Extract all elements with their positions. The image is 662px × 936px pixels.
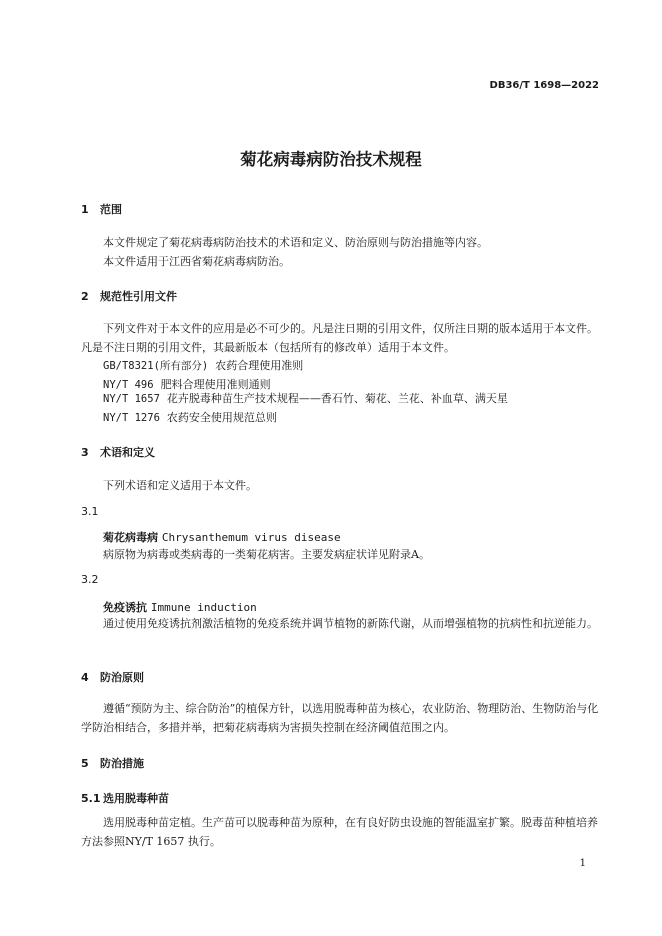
section-heading <box>81 755 144 771</box>
section-number: 1 <box>81 203 89 216</box>
term-number: 3.2 <box>81 573 99 586</box>
section-number: 3 <box>81 446 89 459</box>
section-heading <box>81 669 144 685</box>
term-number: 3.1 <box>81 505 99 518</box>
page-number: 1 <box>579 858 586 869</box>
section-title: 防治原则 <box>100 671 144 684</box>
subsection-number: 5.1 <box>81 792 101 805</box>
section-title: 术语和定义 <box>100 446 155 459</box>
term-entry <box>103 529 341 545</box>
term-english: Chrysanthemum virus disease <box>161 531 341 544</box>
term-definition: 通过使用免疫诱抗剂激活植物的免疫系统并调节植物的新陈代谢，从而增强植物的抗病性和抗逆能力。 <box>103 617 598 630</box>
paragraph: 遵循“预防为主、综合防治”的植保方针，以选用脱毒种苗为核心，农业防治、物理防治、生物防治与化学防治相结合，多措并举，把菊花病毒病为害损失控制在经济阈值范围之内。 <box>81 702 599 734</box>
paragraph: 下列文件对于本文件的应用是必不可少的。凡是注日期的引用文件，仅所注日期的版本适用于本文件。凡是不注日期的引用文件，其最新版本（包括所有的修改单）适用于本文件。 <box>81 322 598 354</box>
reference-title: 农药合理使用准则 <box>215 359 304 372</box>
section-number: 5 <box>81 757 89 770</box>
section-number: 2 <box>81 290 89 303</box>
reference-item <box>103 409 277 425</box>
term-definition: 病原物为病毒或类病毒的一类菊花病害。主要发病症状详见附录A。 <box>103 548 430 561</box>
reference-item <box>103 390 508 406</box>
term-english: Immune induction <box>150 601 257 614</box>
reference-title: 肥料合理使用准则通则 <box>160 378 271 391</box>
reference-item <box>103 357 303 373</box>
section-number: 4 <box>81 671 89 684</box>
section-heading <box>81 201 122 217</box>
reference-title: 农药安全使用规范总则 <box>166 411 277 424</box>
reference-code: GB/T8321(所有部分) <box>103 360 209 372</box>
standard-number: DB36/T 1698—2022 <box>489 80 599 91</box>
subsection-heading <box>81 790 169 806</box>
section-heading <box>81 288 177 304</box>
page-title: 菊花病毒病防治技术规程 <box>240 150 422 169</box>
term-chinese: 免疫诱抗 <box>103 601 147 614</box>
section-title: 防治措施 <box>100 757 144 770</box>
paragraph: 本文件适用于江西省菊花病毒病防治。 <box>103 255 290 268</box>
reference-code: NY/T 496 <box>103 379 154 391</box>
section-title: 范围 <box>100 203 122 216</box>
paragraph: 选用脱毒种苗定植。生产苗可以脱毒种苗为原种，在有良好防虫设施的智能温室扩繁。脱毒苗种植培养方法参照NY/T 1657 执行。 <box>81 816 598 848</box>
term-entry <box>103 599 257 615</box>
section-title: 规范性引用文件 <box>100 290 177 303</box>
subsection-title: 选用脱毒种苗 <box>103 792 169 805</box>
reference-code: NY/T 1657 <box>103 393 160 405</box>
paragraph: 本文件规定了菊花病毒病防治技术的术语和定义、防治原则与防治措施等内容。 <box>103 236 488 249</box>
section-heading <box>81 444 155 460</box>
reference-title: 花卉脱毒种苗生产技术规程——香石竹、菊花、兰花、补血草、满天星 <box>166 392 508 405</box>
term-chinese: 菊花病毒病 <box>103 531 158 544</box>
paragraph: 下列术语和定义适用于本文件。 <box>103 479 257 492</box>
reference-code: NY/T 1276 <box>103 412 160 424</box>
